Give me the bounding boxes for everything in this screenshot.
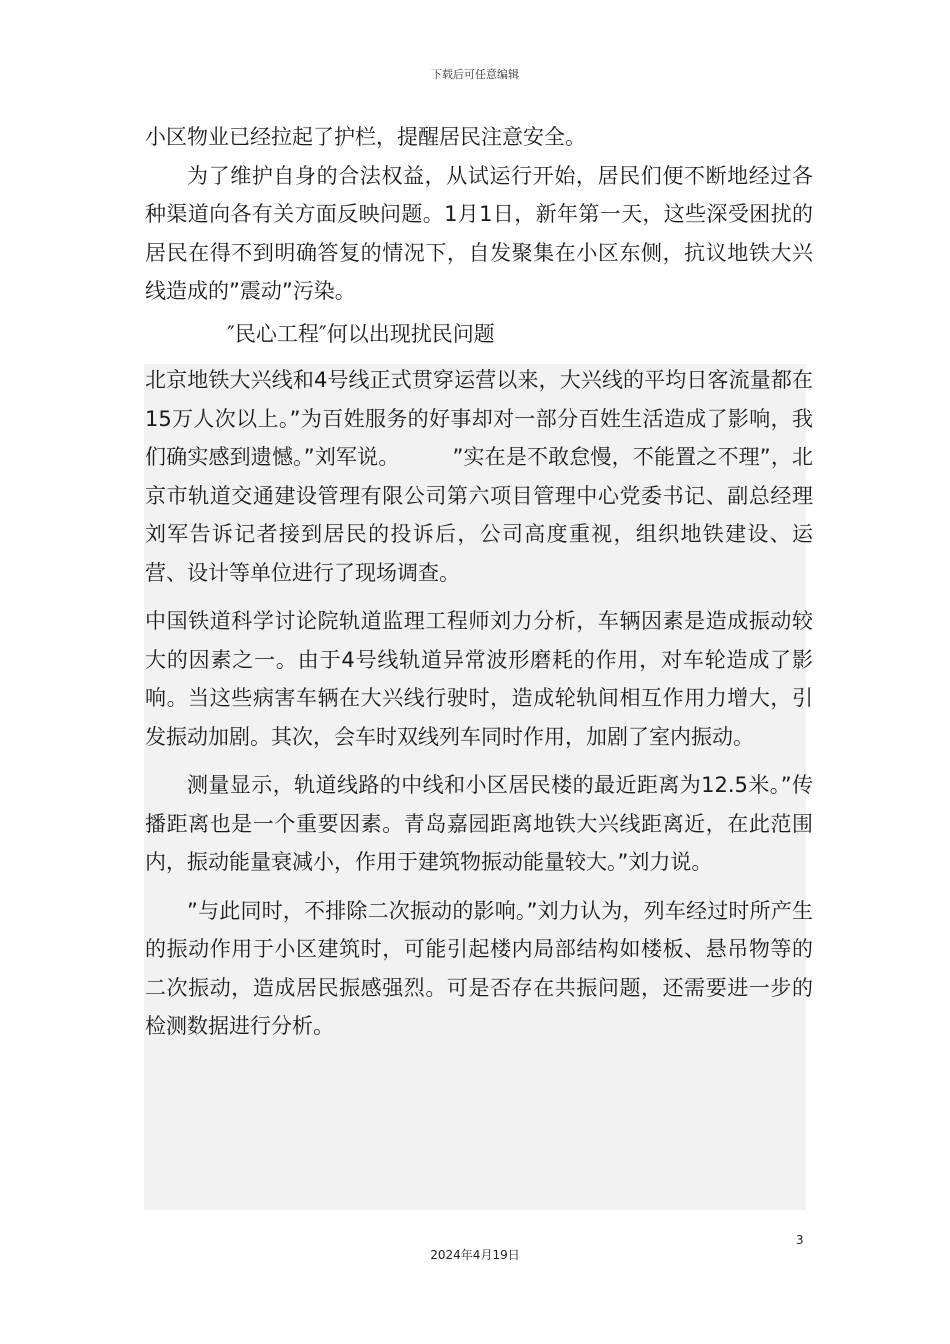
paragraph-passenger-flow: 北京地铁大兴线和4号线正式贯穿运营以来，大兴线的平均日客流量都在15万人次以上。”为百姓服务的好事却对一部分百姓生活造成了影响，我们确实感到遗憾。”刘军说。 ”实在是不敢怠慢，不能置之不理”，北京市轨道交通建设管理有限公司第六项目管理中心党委书记、副总经理刘军告诉记者接到居民的投诉后，公司高度重视，组织地铁建设、运营、设计等单位进行了现场调查。 — [145, 368, 813, 585]
document-body — [145, 118, 813, 1046]
page-number: 3 — [796, 1233, 804, 1247]
page-header: 下载后可任意编辑 — [431, 68, 519, 81]
paragraph-analysis: 中国铁道科学讨论院轨道监理工程师刘力分析，车辆因素是造成振动较大的因素之一。由于4号线轨道异常波形磨耗的作用，对车轮造成了影响。当这些病害车辆在大兴线行驶时，造成轮轨间相互作用力增大，引发振动加剧。其次，会车时双线列车同时作用，加剧了室内振动。 — [145, 609, 813, 749]
footer-date: 2024年4月19日 — [430, 1248, 520, 1262]
section-heading: ″民心工程″何以出现扰民问题 — [227, 321, 495, 346]
paragraph-measurement: 测量显示，轨道线路的中线和小区居民楼的最近距离为12.5米。”传播距离也是一个重要因素。青岛嘉园距离地铁大兴线距离近，在此范围内，振动能量衰减小，作用于建筑物振动能量较大。”刘力说。 — [145, 773, 813, 874]
paragraph-rights: 为了维护自身的合法权益，从试运行开始，居民们便不断地经过各种渠道向各有关方面反映问题。1月1日，新年第一天，这些深受困扰的居民在得不到明确答复的情况下，自发聚集在小区东侧，抗议地铁大兴线造成的”震动”污染。 — [145, 163, 813, 303]
paragraph-continuation: 小区物业已经拉起了护栏，提醒居民注意安全。 — [145, 125, 586, 149]
paragraph-secondary-vibration: ”与此同时，不排除二次振动的影响。”刘力认为，列车经过时所产生的振动作用于小区建筑时，可能引起楼内局部结构如楼板、悬吊物等的二次振动，造成居民振感强烈。可是否存在共振问题，还需要进一步的检测数据进行分析。 — [145, 898, 813, 1038]
